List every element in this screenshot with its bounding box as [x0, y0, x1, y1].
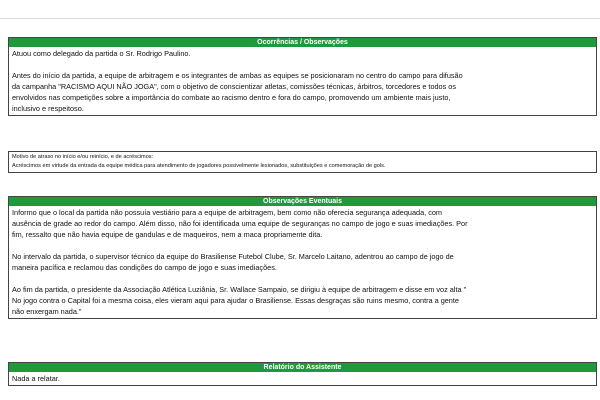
eventuais-line: No intervalo da partida, o supervisor técnico da equipe do Brasiliense Futebol Clube, Sr. Marcelo Laitano, adentrou ao campo de jogo de — [12, 252, 454, 261]
ocorrencias-paragraph-line: envolvidos nas competições sobre a importância do combate ao racismo dentro e fora do campo, promovendo um ambiente mais justo, — [12, 93, 451, 102]
eventuais-section — [8, 196, 597, 319]
assistente-body: Nada a relatar. — [12, 374, 60, 383]
eventuais-line: ausência de grade ao redor do campo. Além disso, não foi identificada uma equipe de seguranças no campo de jogo e suas imediações. Por — [12, 219, 468, 228]
atraso-label: Motivo de atraso no início e/ou reinício, e de acréscimos: — [12, 154, 154, 160]
ocorrencias-body — [9, 47, 596, 115]
eventuais-line: Informo que o local da partida não possuía vestiário para a equipe de arbitragem, bem como não oferecia segurança adequada, com — [12, 208, 442, 217]
eventuais-line: maneira pacífica e reclamou das condições do campo de jogo e suas imediações. — [12, 263, 277, 272]
eventuais-line: No jogo contra o Capital foi a mesma coisa, eles vieram aqui para ajudar o Brasiliense. Essas desgraças são ruins mesmo, contra a gente — [12, 296, 459, 305]
top-divider — [0, 18, 600, 19]
assistente-section — [8, 362, 597, 386]
ocorrencias-header: Ocorrências / Observações — [9, 38, 596, 47]
ocorrencias-paragraph-line: inclusivo e respeitoso. — [12, 104, 84, 113]
atraso-section — [8, 151, 597, 173]
assistente-header: Relatório do Assistente — [9, 363, 596, 372]
eventuais-line: Ao fim da partida, o presidente da Associação Atlética Luziânia, Sr. Wallace Sampaio, se dirigiu à equipe de arbitragem e disse em voz alta " — [12, 285, 467, 294]
ocorrencias-paragraph-line: Antes do início da partida, a equipe de arbitragem e os integrantes de ambas as equipes se posicionaram no centro do campo para difusão — [12, 71, 463, 80]
ocorrencias-section — [8, 37, 597, 116]
eventuais-line: fim, ressalto que não havia equipe de gandulas e de maqueiros, nem a maca propriamente dita. — [12, 230, 323, 239]
ocorrencias-paragraph-line: da campanha "RACISMO AQUI NÃO JOGA", com o objetivo de conscientizar atletas, comissões técnicas, árbitros, torcedores e todos os — [12, 82, 456, 91]
ocorrencias-delegate-line: Atuou como delegado da partida o Sr. Rodrigo Paulino. — [12, 49, 191, 58]
eventuais-header: Observações Eventuais — [9, 197, 596, 206]
eventuais-body — [9, 206, 596, 318]
atraso-text: Acréscimos em virtude da entrada da equipe médica para atendimento de jogadores possivelmente lesionados, substituições e comemoração de gols. — [12, 163, 386, 169]
eventuais-line: não enxergam nada." — [12, 307, 82, 316]
